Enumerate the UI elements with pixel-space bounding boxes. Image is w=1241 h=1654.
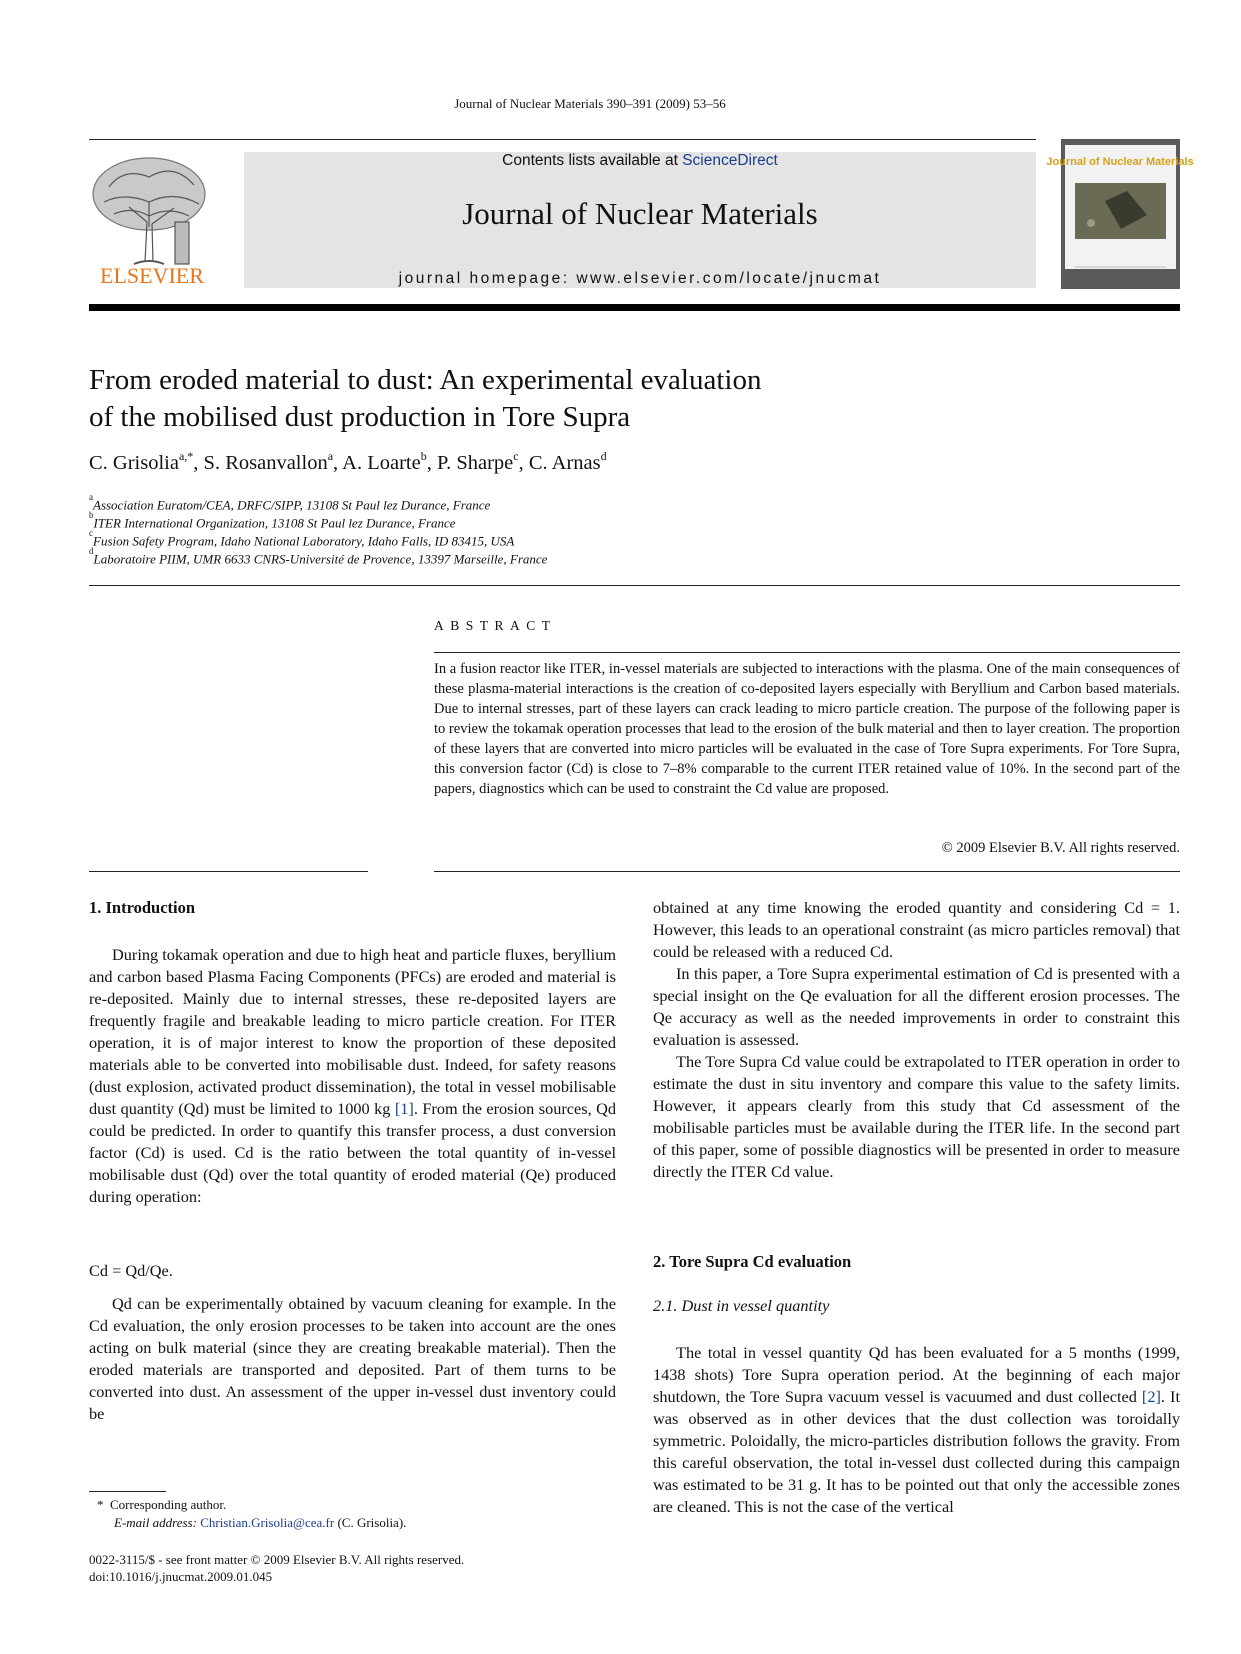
affiliation: $^c$Fusion Safety Program, Idaho National Laboratory, Idaho Falls, ID 83415, USA: [89, 528, 515, 549]
section-heading-introduction: 1. Introduction: [89, 898, 196, 917]
author-list: C. Grisolia$^{a,*}$, S. Rosanvallon$^a$, A. Loarte$^b$, P. Sharpe$^c$, C. Arnas$^d$: [89, 449, 607, 474]
doi-link[interactable]: doi:10.1016/j.jnucmat.2009.01.045: [89, 1569, 273, 1584]
footnote-rule: [89, 1491, 166, 1492]
author-name[interactable]: A. Loarte: [342, 452, 421, 474]
reference-link[interactable]: [1]: [394, 1099, 414, 1118]
copyright-notice: © 2009 Elsevier B.V. All rights reserved.: [941, 840, 1180, 856]
issn-line: 0022-3115/$ - see front matter © 2009 Elsevier B.V. All rights reserved.: [89, 1552, 465, 1567]
journal-homepage-link[interactable]: journal homepage: www.elsevier.com/locate/jnucmat: [398, 270, 882, 287]
subsection-heading-dust: 2.1. Dust in vessel quantity: [653, 1296, 830, 1315]
title-line-2: of the mobilised dust production in Tore Supra: [89, 401, 631, 433]
corresponding-author-label: Corresponding author.: [110, 1497, 227, 1512]
author-name[interactable]: S. Rosanvallon: [203, 452, 328, 474]
author-affiliation-mark[interactable]: b: [420, 449, 427, 463]
dust-quantity-paragraph: The total in vessel quantity Qd has been evaluated for a 5 months (1999, 1438 shots) Tore Supra operation period. At the beginning of each major shutdown, the Tore Supra vacuum vessel is vacuumed and dust collected [2]. It was observed as in other devices that the dust collection was toroidally symmetric. Poloidally, the micro-particles distribution follows the gravity. From this careful observation, the total in-vessel dust collected during this campaign was estimated to be 31 g. It has to be pointed out that only the accessible zones are cleaned. This is not the case of the vertical: [653, 1343, 1180, 1516]
affiliation: $^b$ITER International Organization, 13108 St Paul lez Durance, France: [89, 510, 456, 531]
intro-paragraph: Qd can be experimentally obtained by vacuum cleaning for example. In the Cd evaluation, the only erosion processes to be taken into account are the ones acting on bulk material (since they are creating breakable material). Then the eroded materials are transported and deposited. Part of them turns to be converted into dust. An assessment of the upper in-vessel dust inventory could be: [89, 1294, 616, 1423]
equation: Cd = Qd/Qe.: [89, 1261, 173, 1280]
abstract-heading: ABSTRACT: [434, 618, 557, 633]
author-affiliation-mark[interactable]: a: [327, 449, 334, 463]
section-heading-cd-evaluation: 2. Tore Supra Cd evaluation: [653, 1252, 852, 1271]
title-line-1: From eroded material to dust: An experimental evaluation: [89, 364, 762, 396]
article-title: [89, 362, 989, 436]
front-matter: [89, 1551, 464, 1585]
author-affiliation-mark[interactable]: c: [513, 449, 519, 463]
email-label: E-mail address:: [114, 1515, 197, 1530]
footnote: [89, 1496, 616, 1532]
journal-name: Journal of Nuclear Materials: [462, 196, 818, 231]
abstract-end-rule: [434, 871, 1180, 872]
affiliations-rule: [89, 585, 1180, 586]
intro-paragraph-continued: obtained at any time knowing the eroded quantity and considering Cd = 1. However, this leads to an operational constraint (as micro particles removal) that could be released with a reduced Cd. In this paper, a Tore Supra experimental estimation of Cd is presented with a special insight on the Qe evaluation for all the different erosion processes. The Qe accuracy as well as the needed improvements in order to constraint this evaluation is assessed. The Tore Supra Cd value could be extrapolated to ITER operation in order to estimate the dust in situ inventory and compare this value to the safety limits. However, it appears clearly from this study that Cd assessment of the mobilisable particles must be available during the ITER life. In the second part of this paper, some of possible diagnostics will be presented in order to measure directly the ITER Cd value.: [653, 898, 1180, 1181]
header-thick-rule: [89, 304, 1180, 311]
elsevier-logo-text: ELSEVIER: [100, 263, 204, 288]
affiliation: $^d$Laboratoire PIIM, UMR 6633 CNRS-Université de Provence, 13397 Marseille, France: [89, 546, 548, 567]
elsevier-logo: [89, 152, 215, 290]
abstract-rule: [434, 652, 1180, 653]
journal-cover-image: [1046, 139, 1194, 289]
email-link[interactable]: Christian.Grisolia@cea.fr: [200, 1515, 335, 1530]
author-affiliation-mark[interactable]: a,*: [178, 449, 194, 463]
left-column-rule: [89, 871, 368, 872]
intro-paragraph: During tokamak operation and due to high heat and particle fluxes, beryllium and carbon based Plasma Facing Components (PFCs) are eroded and material is re-deposited. Mainly due to internal stresses, these re-deposited layers are frequently fragile and breakable leading to micro particle creation. For ITER operation, it is of major interest to know the proportion of these deposited materials able to be converted into mobilisable dust. Indeed, for safety reasons (dust explosion, activated product dissemination), the total in vessel mobilisable dust quantity (Qd) must be limited to 1000 kg [1]. From the erosion sources, Qd could be predicted. In order to quantify this transfer process, a dust conversion factor (Cd) is used. Cd is the ratio between the total quantity of in-vessel mobilisable dust (Qd) over the total quantity of eroded material (Qe) produced during operation:: [89, 945, 616, 1206]
contents-line: [244, 152, 1036, 170]
author-name[interactable]: P. Sharpe: [436, 452, 514, 474]
reference-link[interactable]: [2]: [1141, 1387, 1161, 1406]
journal-reference: Journal of Nuclear Materials 390–391 (2009) 53–56: [454, 96, 726, 111]
footnote-star: *: [97, 1497, 104, 1512]
abstract-text: In a fusion reactor like ITER, in-vessel materials are subjected to interactions with the plasma. One of the main consequences of these plasma-material interactions is the creation of co-deposited layers especially with Beryllium and Carbon based materials. Due to internal stresses, part of these layers can crack leading to micro particle creation. The purpose of the following paper is to review the tokamak operation processes that lead to the erosion of the bulk material and then to layer creation. The proportion of these layers that are converted into micro particles will be evaluated in the case of Tore Supra experiments. For Tore Supra, this conversion factor (Cd) is close to 7–8% comparable to the current ITER retained value of 10%. In the second part of the papers, diagnostics which can be used to constraint the Cd value are proposed.: [434, 661, 1180, 797]
contents-prefix: Contents lists available at: [502, 152, 683, 169]
email-suffix: (C. Grisolia).: [337, 1515, 407, 1530]
affiliation: $^a$Association Euratom/CEA, DRFC/SIPP, 13108 St Paul lez Durance, France: [89, 492, 491, 513]
cover-title: Journal of Nuclear Materials: [1046, 156, 1194, 168]
elsevier-tree-icon: [89, 152, 215, 290]
author-affiliation-mark[interactable]: d: [600, 449, 607, 463]
top-rule: [89, 139, 1036, 140]
sciencedirect-link[interactable]: ScienceDirect: [682, 152, 778, 169]
author-name[interactable]: C. Arnas: [528, 452, 601, 474]
author-name[interactable]: C. Grisolia: [89, 452, 179, 474]
